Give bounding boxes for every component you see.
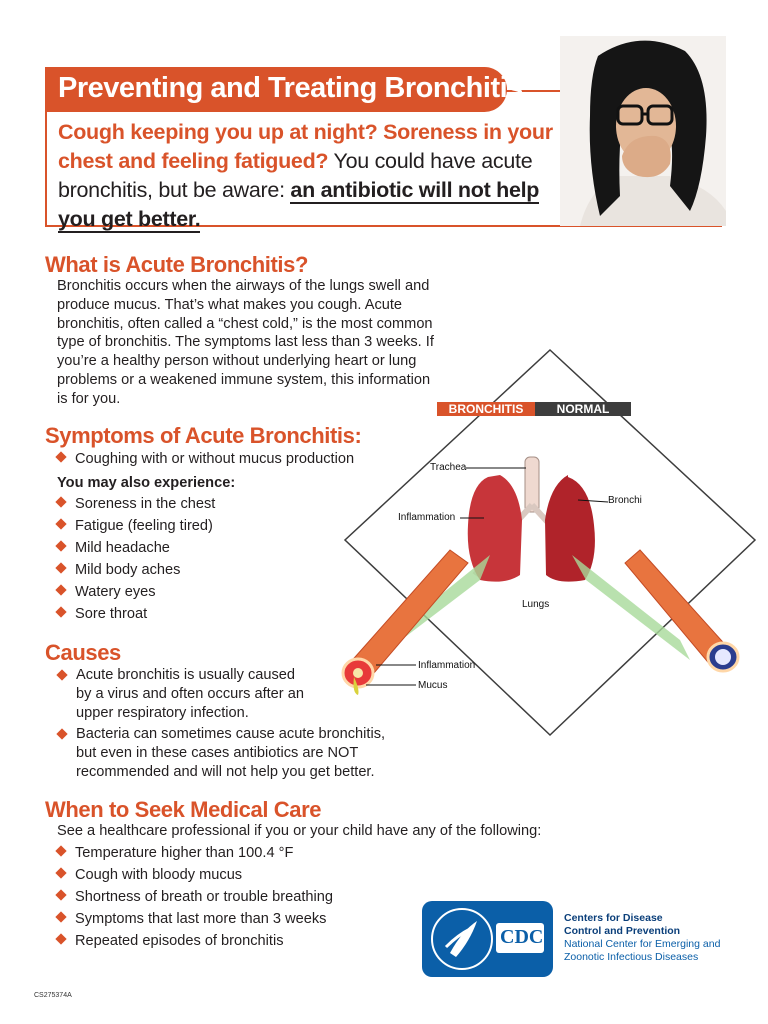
list-item: Soreness in the chest — [57, 495, 215, 513]
list-item: Watery eyes — [57, 583, 156, 601]
intro-highlight: Cough keeping you up at night? Soreness in your chest and feeling fatigued? — [58, 120, 553, 173]
list-item: Acute bronchitis is usually caused by a virus and often occurs after an upper respiratory infection. — [57, 666, 307, 722]
label-mucus: Mucus — [418, 680, 448, 691]
legend-bronchitis: BRONCHITIS — [437, 402, 535, 416]
list-item: Symptoms that last more than 3 weeks — [57, 910, 326, 928]
intro-body: You could have acute bronchitis, but be aware: — [58, 149, 533, 202]
list-item: Sore throat — [57, 605, 147, 623]
list-item: Mild body aches — [57, 561, 180, 579]
symptoms-subheading: You may also experience: — [57, 475, 236, 491]
legend-normal: NORMAL — [535, 402, 631, 416]
hhs-cdc-logo — [422, 901, 553, 977]
cdc-name-text: Centers for Disease Control and Prevention National Center for Emerging and Zoonotic Infectious Diseases — [564, 912, 721, 963]
bullet-diamond-icon — [55, 606, 66, 617]
label-inflammation-top: Inflammation — [398, 512, 456, 523]
intro-text — [58, 118, 578, 234]
bullet-diamond-icon — [55, 518, 66, 529]
page-title: Preventing and Treating Bronchitis — [58, 72, 523, 104]
what-is-body: Bronchitis occurs when the airways of the lungs swell and produce mucus. That’s what makes you cough. Acute bronchitis, often called a “chest cold,” is the most common type of bronchitis. The symptoms last less than 3 weeks. If you’re a healthy person without underlying heart or lung problems or a weakened immune system, this information is for you. — [57, 278, 434, 407]
coughing-woman-photo — [560, 36, 726, 226]
bullet-diamond-icon — [55, 911, 66, 922]
bullet-diamond-icon — [55, 562, 66, 573]
bullet-diamond-icon — [55, 540, 66, 551]
bullet-diamond-icon — [55, 867, 66, 878]
bullet-diamond-icon — [56, 728, 67, 739]
bullet-diamond-icon — [55, 451, 66, 462]
label-trachea: Trachea — [430, 462, 467, 473]
list-item: Temperature higher than 100.4 °F — [57, 844, 293, 862]
bullet-diamond-icon — [55, 496, 66, 507]
bullet-diamond-icon — [55, 584, 66, 595]
seek-care-heading: When to Seek Medical Care — [45, 797, 322, 822]
bullet-diamond-icon — [55, 933, 66, 944]
label-bronchi: Bronchi — [608, 495, 642, 506]
list-item: Bacteria can sometimes cause acute bronchitis, but even in these cases antibiotics are NOT recommended and will not help you get better. — [57, 725, 407, 781]
symptom-primary: Coughing with or without mucus production — [57, 450, 354, 468]
label-inflammation-bottom: Inflammation — [418, 660, 476, 671]
list-item: Cough with bloody mucus — [57, 866, 242, 884]
publication-code: CS275374A — [34, 992, 72, 999]
cdc-logo-text: CDC — [500, 926, 544, 948]
what-is-heading: What is Acute Bronchitis? — [45, 252, 308, 277]
list-item: Repeated episodes of bronchitis — [57, 932, 284, 950]
causes-heading: Causes — [45, 640, 121, 665]
list-item: Fatigue (feeling tired) — [57, 517, 213, 535]
bullet-diamond-icon — [55, 845, 66, 856]
seek-care-intro: See a healthcare professional if you or your child have any of the following: — [57, 823, 542, 839]
label-lungs: Lungs — [522, 599, 550, 610]
list-item: Mild headache — [57, 539, 170, 557]
symptoms-heading: Symptoms of Acute Bronchitis: — [45, 423, 362, 448]
intro-warning: an antibiotic will not help you get better. — [58, 178, 540, 231]
list-item: Shortness of breath or trouble breathing — [57, 888, 333, 906]
bullet-diamond-icon — [56, 669, 67, 680]
bullet-diamond-icon — [55, 889, 66, 900]
